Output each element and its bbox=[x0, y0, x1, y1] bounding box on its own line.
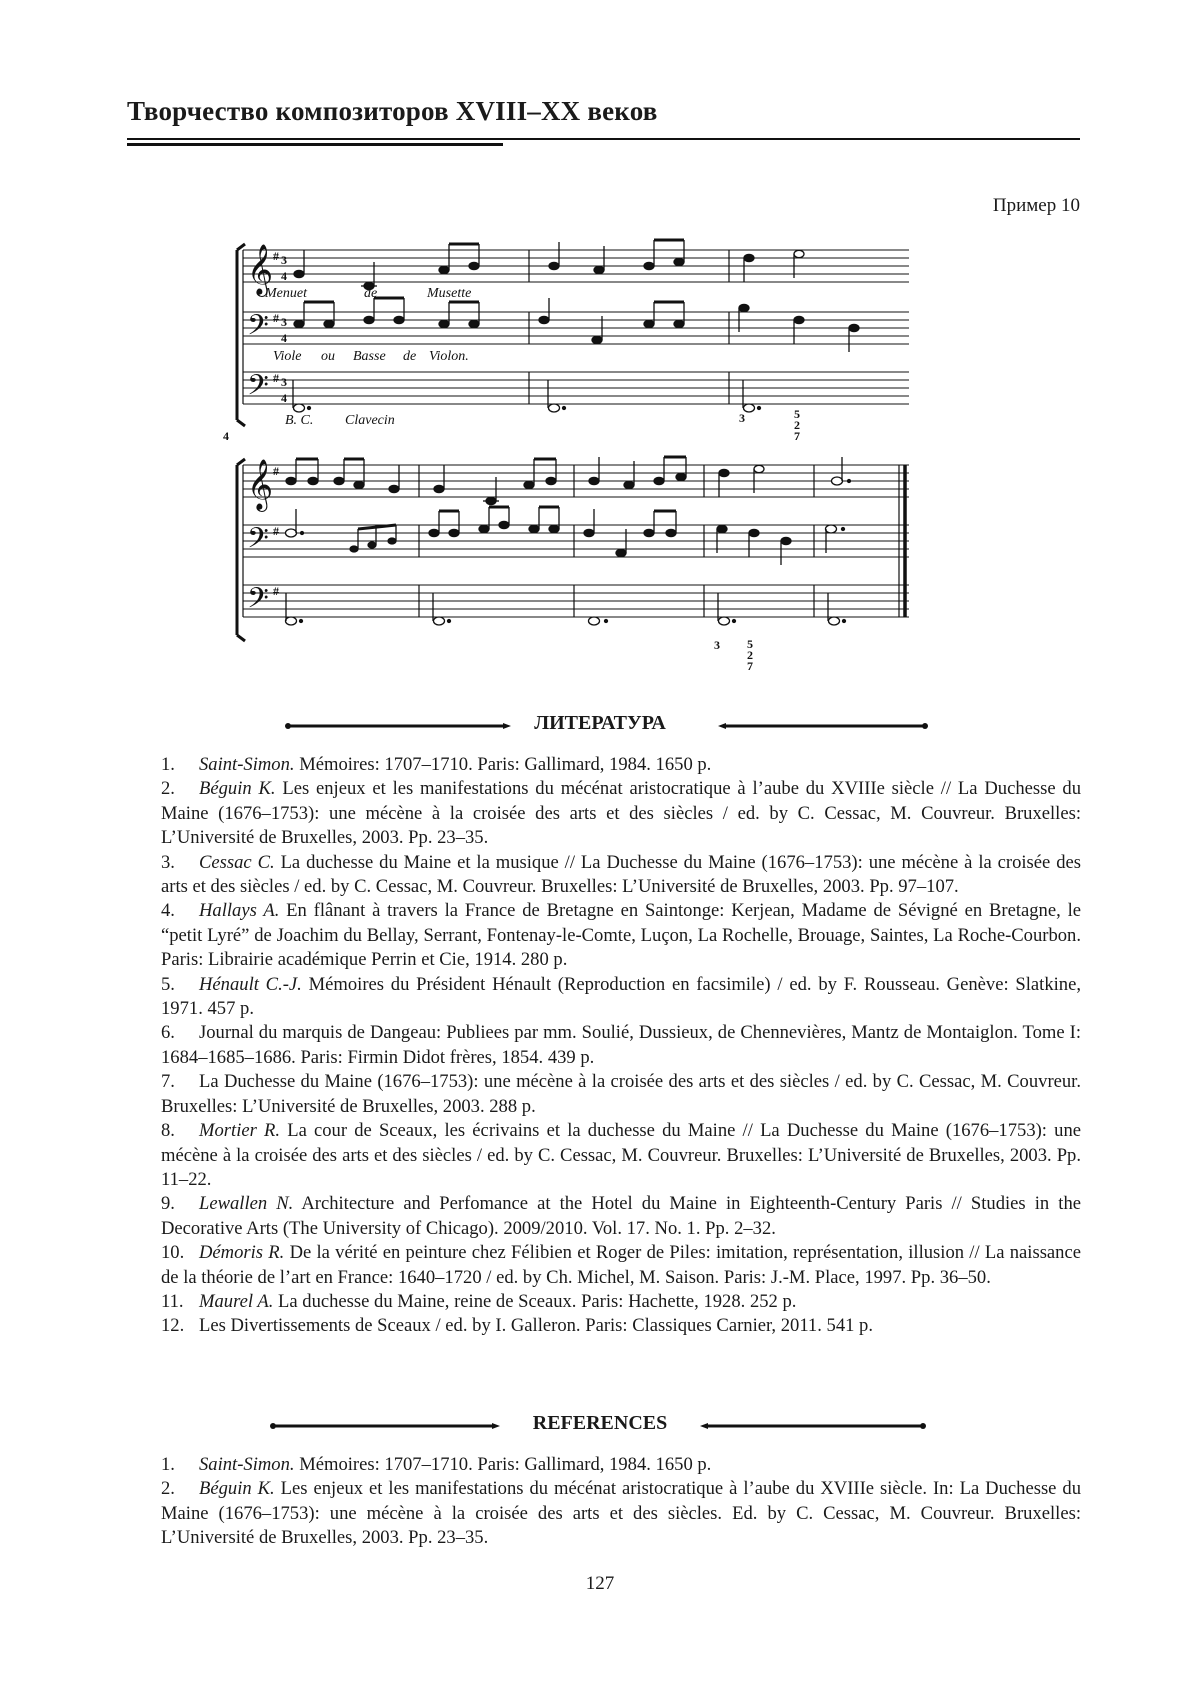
references-item: 2. Béguin K. Les enjeux et les manifestations du mécénat aristocratique à l’aube du XVIIIe siècle. In: La Duchesse du Maine (1676–1753): une mécène à la croisée des arts et des siècles. Ed. by C. Cessac, M. Couvreur. Bruxelles: L’Université de Bruxelles, 2003. Pp. 23–35. bbox=[161, 1478, 1082, 1549]
svg-text:#: # bbox=[273, 371, 279, 385]
figure: 5 bbox=[747, 637, 753, 651]
staff-viole bbox=[243, 312, 909, 344]
score-label-viole: Viole bbox=[273, 349, 302, 364]
score-label-basse: Basse bbox=[353, 349, 386, 364]
score-label-clavecin: Clavecin bbox=[345, 413, 395, 428]
score-label-de: de bbox=[364, 286, 378, 301]
literature-item: 2. Béguin K. Les enjeux et les manifestations du mécénat aristocratique à l’aube du XVIIIe siècle // La Duchesse du Maine (1676–1753): une mécène à la croisée des arts et des siècles / ed. by C. Cessac, M. Couvreur. Bruxelles: L’Université de Bruxelles, 2003. Pp. 23–35. bbox=[161, 778, 1081, 849]
treble-clef-icon: 𝄞 bbox=[247, 245, 274, 294]
score-label-musette: Musette bbox=[427, 286, 472, 301]
svg-text:3: 3 bbox=[281, 375, 287, 389]
references-heading bbox=[0, 1410, 1200, 1440]
score-label-ou: ou bbox=[321, 349, 335, 364]
figure: 2 bbox=[794, 418, 800, 432]
system-bracket bbox=[237, 459, 245, 641]
figure: 2 bbox=[747, 648, 753, 662]
score-system-2 bbox=[237, 457, 909, 641]
page-number: 127 bbox=[585, 1573, 615, 1594]
staff-viole bbox=[243, 525, 909, 557]
running-head bbox=[127, 96, 1080, 127]
figure: 7 bbox=[747, 659, 753, 673]
ornament-right-icon bbox=[700, 1423, 926, 1429]
system-bracket bbox=[237, 244, 245, 426]
figure: 5 bbox=[794, 407, 800, 421]
staff-continuo bbox=[243, 585, 909, 617]
literature-item: 10. Démoris R. De la vérité en peinture chez Félibien et Roger de Piles: imitation, représentation, illusion // La naissance de la théorie de l’art en France: 1640–1720 / ed. by Ch. Michel, M. Saison. Paris: J.-M. Place, 1997. Pp. 36–50. bbox=[161, 1242, 1081, 1288]
svg-text:4: 4 bbox=[281, 391, 287, 405]
score-label-menuet: Menuet bbox=[265, 286, 307, 301]
svg-text:#: # bbox=[273, 249, 279, 263]
running-head-title: Творчество композиторов XVIII–XX веков bbox=[127, 96, 658, 126]
treble-clef-icon: 𝄞 bbox=[247, 460, 274, 509]
barlines bbox=[243, 250, 729, 404]
svg-text:#: # bbox=[273, 524, 279, 538]
literature-item: 12. Les Divertissements de Sceaux / ed. by I. Galleron. Paris: Classiques Carnier, 2011. 541 p. bbox=[161, 1315, 874, 1337]
literature-item: 9. Lewallen N. Architecture and Perfomance at the Hotel du Maine in Eighteenth-Century Paris // Studies in the Decorative Arts (The University of Chicago). 2009/2010. Vol. 17. No. 1. Pp. 2–32. bbox=[161, 1193, 1081, 1239]
bass-clef-icon: 𝄢 bbox=[247, 524, 269, 561]
staff-continuo bbox=[243, 372, 909, 404]
literature-item: 11. Maurel A. La duchesse du Maine, reine de Sceaux. Paris: Hachette, 1928. 252 p. bbox=[161, 1290, 797, 1312]
ornament-right-icon bbox=[718, 723, 928, 729]
literature-item: 4. Hallays A. En flânant à travers la France de Bretagne en Saintonge: Kerjean, Madame de Sévigné en Bretagne, le “petit Lyré” de Joachim du Bellay, Serrant, Fontenay-le-Comte, Luçon, La Rochelle, Brouage, Saintes, La Roche-Courbon. Paris: Librairie académique Perrin et Cie, 1914. 280 p. bbox=[161, 900, 1081, 971]
svg-text:3: 3 bbox=[281, 315, 287, 329]
figure: 7 bbox=[794, 429, 800, 443]
figure: 3 bbox=[739, 411, 745, 425]
bass-clef-icon: 𝄢 bbox=[247, 371, 269, 408]
literature-item: 8. Mortier R. La cour de Sceaux, les écrivains et la duchesse du Maine // La Duchesse du Maine (1676–1753): une mécène à la croisée des arts et des siècles / ed. by C. Cessac, M. Couvreur. Bruxelles: L’Université de Bruxelles, 2003. Pp. 11–22. bbox=[161, 1120, 1081, 1190]
references-list bbox=[161, 1453, 1081, 1551]
measure-number: 4 bbox=[223, 429, 229, 443]
score-system-1 bbox=[237, 240, 909, 426]
score-label-violon: Violon. bbox=[429, 349, 469, 364]
literature-heading bbox=[0, 710, 1200, 740]
literature-list bbox=[161, 753, 1081, 1339]
score-label-de2: de bbox=[403, 349, 417, 364]
score-label-bc: B. C. bbox=[285, 413, 314, 428]
literature-item: 7. La Duchesse du Maine (1676–1753): une mécène à la croisée des arts et des siècles / ed. by C. Cessac, M. Couvreur. Bruxelles: L’Université de Bruxelles, 2003. 288 p. bbox=[161, 1071, 1081, 1117]
example-label: Пример 10 bbox=[992, 195, 1080, 216]
literature-heading-label: ЛИТЕРАТУРА bbox=[534, 712, 666, 734]
literature-item: 1. Saint-Simon. Mémoires: 1707–1710. Paris: Gallimard, 1984. 1650 p. bbox=[161, 754, 712, 775]
staff-violin bbox=[243, 250, 909, 282]
references-heading-label: REFERENCES bbox=[532, 1412, 668, 1434]
svg-text:4: 4 bbox=[281, 269, 287, 283]
figure: 3 bbox=[714, 638, 720, 652]
svg-text:4: 4 bbox=[281, 331, 287, 345]
svg-text:#: # bbox=[273, 464, 279, 478]
bass-clef-icon: 𝄢 bbox=[247, 584, 269, 621]
literature-item: 3. Cessac C. La duchesse du Maine et la musique // La Duchesse du Maine (1676–1753): une mécène à la croisée des arts et des siècles / ed. by C. Cessac, M. Couvreur. Bruxelles: L’Université de Bruxelles, 2003. Pp. 97–107. bbox=[161, 851, 1082, 898]
running-head-rule bbox=[127, 138, 1080, 140]
literature-item: 5. Hénault C.-J. Mémoires du Président Hénault (Reproduction en facsimile) / ed. by F. Rousseau. Genève: Slatkine, 1971. 457 p. bbox=[161, 973, 1081, 1020]
svg-text:#: # bbox=[273, 584, 279, 598]
running-head-underline bbox=[127, 143, 503, 146]
svg-text:#: # bbox=[273, 311, 279, 325]
references-item: 1. Saint-Simon. Mémoires: 1707–1710. Paris: Gallimard, 1984. 1650 p. bbox=[161, 1454, 712, 1475]
bass-clef-icon: 𝄢 bbox=[247, 311, 269, 348]
literature-item: 6. Journal du marquis de Dangeau: Publiees par mm. Soulié, Dussieux, de Chennevières, Mantz de Montaiglon. Tome I: 1684–1685–1686. Paris: Firmin Didot frères, 1854. 439 p. bbox=[161, 1022, 1081, 1068]
music-score bbox=[223, 240, 989, 680]
viole-notes bbox=[286, 507, 845, 565]
svg-text:3: 3 bbox=[281, 253, 287, 267]
